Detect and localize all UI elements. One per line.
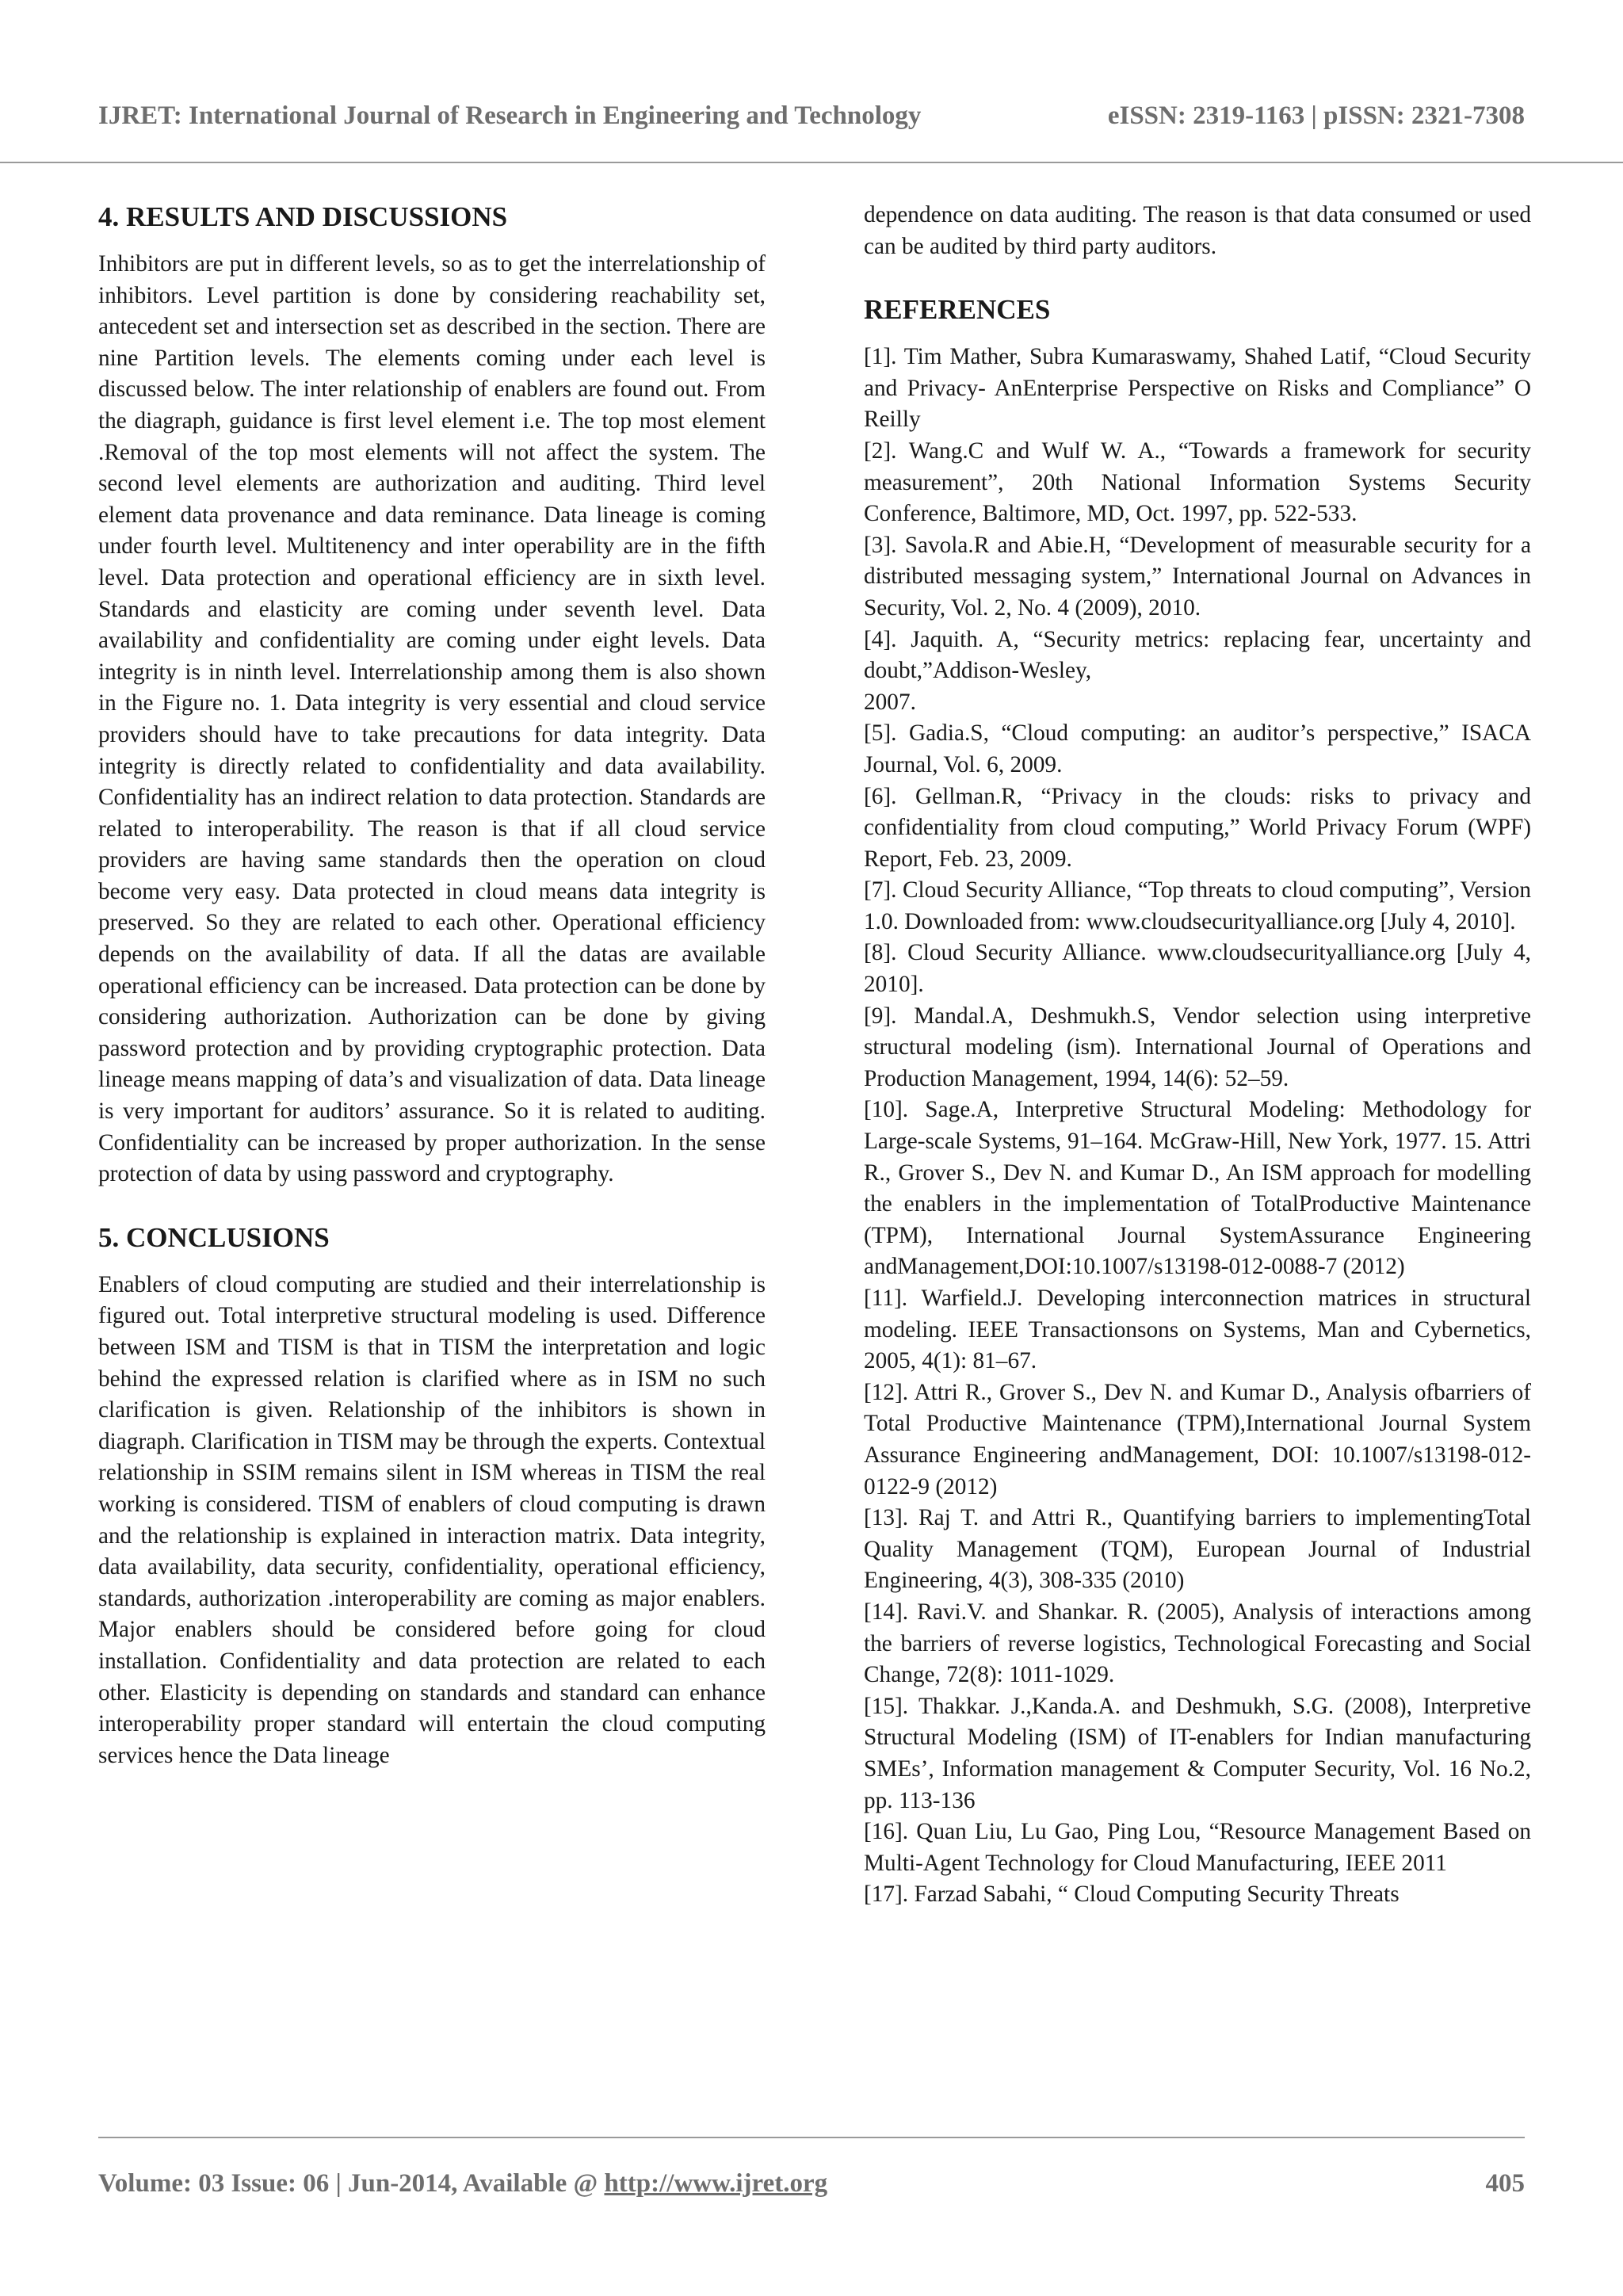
header-rule — [0, 162, 1623, 163]
footer-rule — [98, 2137, 1525, 2138]
reference-item: [12]. Attri R., Grover S., Dev N. and Kumar D., Analysis ofbarriers of Total Productive Maintenance (TPM),International Journal System Assurance Engineering andManagement, DOI: 10.1007/s13198-012-0122-9 (2012) — [864, 1379, 1531, 1499]
page-number: 405 — [1485, 2169, 1525, 2198]
reference-item: [13]. Raj T. and Attri R., Quantifying barriers to implementingTotal Quality Management (TQM), European Journal of Industrial Engineering, 4(3), 308-335 (2010) — [864, 1505, 1531, 1594]
reference-item: [6]. Gellman.R, “Privacy in the clouds: risks to privacy and confidentiality from cloud computing,” World Privacy Forum (WPF) Report, Feb. 23, 2009. — [864, 783, 1531, 872]
issn-line: eISSN: 2319-1163 | pISSN: 2321-7308 — [1107, 101, 1525, 130]
reference-item: [15]. Thakkar. J.,Kanda.A. and Deshmukh, S.G. (2008), Interpretive Structural Modeling (ISM) of IT-enablers for Indian manufacturing SMEs’, Information management & Computer Security, Vol. 16 No.2, pp. 113-136 — [864, 1693, 1531, 1813]
conclusions-heading: 5. CONCLUSIONS — [98, 1221, 330, 1253]
reference-item: [16]. Quan Liu, Lu Gao, Ping Lou, “Resource Management Based on Multi-Agent Technology for Cloud Manufacturing, IEEE 2011 — [864, 1819, 1531, 1876]
reference-item: [2]. Wang.C and Wulf W. A., “Towards a framework for security measurement”, 20th National Information Systems Security Conference, Baltimore, MD, Oct. 1997, pp. 522-533. — [864, 437, 1531, 527]
reference-item: [4]. Jaquith. A, “Security metrics: replacing fear, uncertainty and doubt,”Addison-Wesley, — [864, 626, 1531, 684]
results-heading: 4. RESULTS AND DISCUSSIONS — [98, 201, 508, 232]
reference-item: [14]. Ravi.V. and Shankar. R. (2005), Analysis of interactions among the barriers of reverse logistics, Technological Forecasting and Social Change, 72(8): 1011-1029. — [864, 1599, 1531, 1688]
conclusions-body: Enablers of cloud computing are studied and their interrelationship is figured out. Total interpretive structural modeling is used. Difference between ISM and TISM is that in TISM the interpretation and logic behind the expressed relation is clarified where as in ISM no such clarification is given. Relationship of the inhibitors is shown in diagraph. Clarification in TISM may be through the experts. Contextual relationship in SSIM remains silent in ISM whereas in TISM the real working is considered. TISM of enablers of cloud computing is drawn and the relationship is explained in interaction matrix. Data integrity, data availability, data security, confidentiality, operational efficiency, standards, authorization .interoperability are coming as major enablers. Major enablers should be considered before going for cloud installation. Confidentiality and data protection are related to each other. Elasticity is depending on standards and standard can enhance interoperability proper standard will entertain the cloud computing services hence the Data lineage — [98, 1271, 766, 1768]
reference-item: [9]. Mandal.A, Deshmukh.S, Vendor selection using interpretive structural modeling (ism). International Journal of Operations and Production Management, 1994, 14(6): 52–59. — [864, 1003, 1531, 1091]
reference-item: [7]. Cloud Security Alliance, “Top threats to cloud computing”, Version 1.0. Downloaded from: www.cloudsecurityalliance.org [July 4, 2010]. — [864, 877, 1531, 934]
running-footer — [98, 2169, 1525, 2199]
reference-list — [864, 342, 1531, 1911]
journal-title: IJRET: International Journal of Research in Engineering and Technology — [98, 101, 922, 130]
results-body: Inhibitors are put in different levels, so as to get the interrelationship of inhibitors. Level partition is done by considering reachability set, antecedent set and intersection set as described in the section. There are nine Partition levels. The elements coming under each level is discussed below. The inter relationship of enablers are found out. From the diagraph, guidance is first level element i.e. The top most element .Removal of the top most elements will not affect the system. The second level elements are authorization and auditing. Third level element data provenance and data reminance. Data lineage is coming under fourth level. Multitenency and inter operability are in the fifth level. Data protection and operational efficiency are in sixth level. Standards and elasticity are coming under seventh level. Data availability and confidentiality are coming under eight levels. Data integrity is in ninth level. Interrelationship among them is also shown in the Figure no. 1. Data integrity is very essential and cloud service providers should have to take precautions for data integrity. Data integrity is directly related to confidentiality and data availability. Confidentiality has an indirect relation to data protection. Standards are related to interoperability. The reason is that if all cloud service providers are having same standards then the operation on cloud become very easy. Data protected in cloud means data integrity is preserved. So they are related to each other. Operational efficiency depends on the availability of data. If all the datas are available operational efficiency can be increased. Data protection can be done by considering authorization. Authorization can be done by giving password protection and by providing cryptographic protection. Data lineage means mapping of data’s and visualization of data. Data lineage is very important for auditors’ assurance. So it is related to auditing. Confidentiality can be increased by proper authorization. In the sense protection of data by using password and cryptography. — [98, 251, 766, 1187]
footer-volume — [98, 2169, 827, 2199]
left-column — [98, 200, 766, 1771]
reference-item: [10]. Sage.A, Interpretive Structural Modeling: Methodology for Large-scale Systems, 91–164. McGraw-Hill, New York, 1977. 15. Attri R., Grover S., Dev N. and Kumar D., An ISM approach for modelling the enablers in the implementation of TotalProductive Maintenance (TPM), International Journal SystemAssurance Engineering andManagement,DOI:10.1007/s13198-012-0088-7 (2012) — [864, 1097, 1531, 1280]
references-heading: REFERENCES — [864, 294, 1051, 326]
right-column — [864, 200, 1531, 1911]
reference-item: 2007. — [864, 689, 916, 715]
reference-item: [5]. Gadia.S, “Cloud computing: an auditor’s perspective,” ISACA Journal, Vol. 6, 2009. — [864, 720, 1531, 777]
reference-item: [17]. Farzad Sabahi, “ Cloud Computing Security Threats — [864, 1881, 1400, 1908]
reference-item: [3]. Savola.R and Abie.H, “Development of measurable security for a distributed messaging system,” International Journal on Advances in Security, Vol. 2, No. 4 (2009), 2010. — [864, 532, 1531, 621]
running-header — [98, 101, 1525, 131]
conclusions-continuation: dependence on data auditing. The reason is that data consumed or used can be audited by third party auditors. — [864, 202, 1531, 259]
journal-link[interactable]: http://www.ijret.org — [604, 2169, 828, 2198]
reference-item: [11]. Warfield.J. Developing interconnection matrices in structural modeling. IEEE Transactionsons on Systems, Man and Cybernetics, 2005, 4(1): 81–67. — [864, 1286, 1531, 1374]
section-gap — [864, 262, 1531, 292]
section-gap — [98, 1190, 766, 1221]
reference-item: [8]. Cloud Security Alliance. www.cloudsecurityalliance.org [July 4, 2010]. — [864, 940, 1531, 998]
reference-item: [1]. Tim Mather, Subra Kumaraswamy, Shahed Latif, “Cloud Security and Privacy- AnEnterprise Perspective on Risks and Compliance” O Reilly — [864, 344, 1531, 433]
volume-text: Volume: 03 Issue: 06 | Jun-2014, Available @ — [98, 2169, 605, 2198]
